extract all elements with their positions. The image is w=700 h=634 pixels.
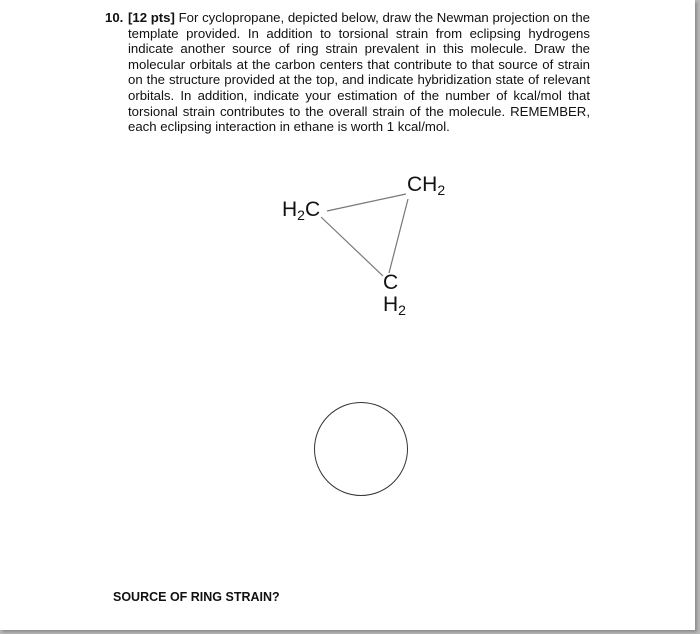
question-number: 10. <box>105 10 124 25</box>
top-ch2-label: $CH_2$ <box>407 173 446 198</box>
question-line-5: strain on the structure provided at the top, and indicate hybridization state of <box>128 56 590 88</box>
left-ch2-label: $H_2C$ <box>282 198 321 223</box>
bond-left-bottom <box>321 217 383 276</box>
bottom-carbon-label: C <box>383 271 399 294</box>
question-line-3: indicate another source of ring strain prevalent in this molecule. Draw the <box>128 41 590 57</box>
question-line-1: For cyclopropane, depicted below, draw the Newman projection on <box>178 10 568 25</box>
question-line-7: kcal/mol that torsional strain contributes to the overall strain of the molecule. <box>128 87 590 119</box>
question-line-6: relevant orbitals. In addition, indicate your estimation of the number of <box>128 72 590 103</box>
bond-left-top <box>327 194 406 211</box>
bond-top-bottom <box>389 199 408 273</box>
question-line-4: molecular orbitals at the carbon centers that contribute to that source of <box>128 56 554 72</box>
newman-projection-template[interactable] <box>314 402 408 496</box>
question-line-8: REMEMBER, each eclipsing interaction in ethane is worth 1 kcal/mol. <box>128 103 590 135</box>
question-line-2: the template provided. In addition to torsional strain from eclipsing hydrogens <box>128 10 591 41</box>
question-points: [12 pts] <box>128 10 175 25</box>
bottom-h2-label: $H_2$ <box>383 293 406 318</box>
source-of-ring-strain-label: SOURCE OF RING STRAIN? <box>113 590 280 604</box>
